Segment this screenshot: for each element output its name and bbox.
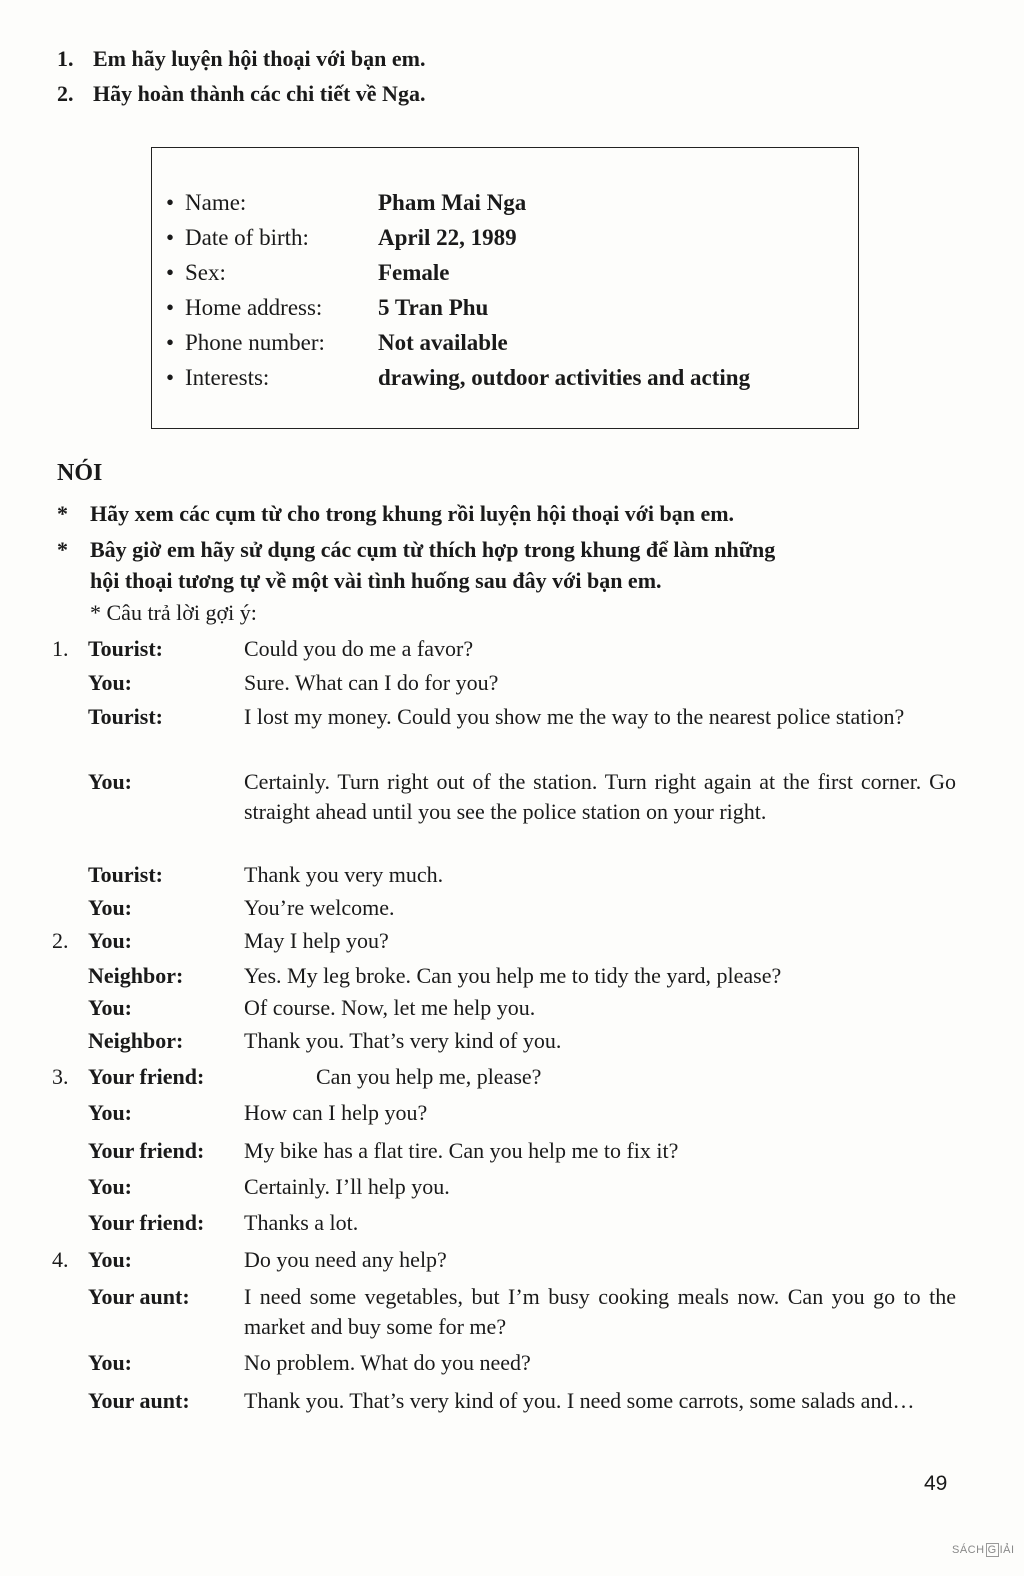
bullet-icon: • [166,190,175,215]
suggested-answer-label: * Câu trả lời gợi ý: [90,600,257,625]
speaker-label: You: [88,1247,133,1272]
asterisk-icon: * [57,537,68,562]
dialogue-text: Can you help me, please? [316,1064,542,1089]
dialogue-text: Thank you. That’s very kind of you. I need some carrots, some salads and… [244,1388,915,1413]
dialogue-number: 3. [52,1064,69,1089]
speaker-label: Neighbor: [88,963,184,988]
watermark-logo [952,1543,1015,1557]
instruction-text: Hãy xem các cụm từ cho trong khung rồi luyện hội thoại với bạn em. [90,501,735,526]
dialogue-text: You’re welcome. [244,895,395,920]
task-number: 2. [57,81,74,106]
info-row-sex [166,255,450,290]
bullet-icon: • [166,330,175,355]
info-label: Phone number: [185,330,325,355]
info-row-home-address [166,290,488,325]
info-row-date-of-birth [166,220,517,255]
speaker-label: Your aunt: [88,1388,190,1413]
dialogue-text: Certainly. I’ll help you. [244,1174,450,1199]
bullet-icon: • [166,225,175,250]
section-heading: NÓI [57,460,103,486]
dialogue-text: Thank you. That’s very kind of you. [244,1028,562,1053]
dialogue-number: 4. [52,1247,69,1272]
dialogue-text: Sure. What can I do for you? [244,670,499,695]
dialogue-text: Thank you very much. [244,862,444,887]
speaker-label: Your friend: [88,1138,205,1163]
info-value: April 22, 1989 [378,225,517,250]
dialogue-text: Could you do me a favor? [244,636,474,661]
speaker-label: Tourist: [88,862,163,887]
info-label: Name: [185,190,247,215]
dialogue-text: Yes. My leg broke. Can you help me to tidy the yard, please? [244,963,782,988]
info-row-name [166,185,526,220]
dialogue-text: Do you need any help? [244,1247,447,1272]
speaker-label: You: [88,928,133,953]
task-number: 1. [57,46,74,71]
info-row-phone-number [166,325,508,360]
dialogue-text: I lost my money. Could you show me the way to the nearest police station? [244,704,905,729]
speaker-label: You: [88,769,133,794]
speaker-label: Your friend: [88,1210,205,1235]
instruction-text: Bây giờ em hãy sử dụng các cụm từ thích hợp trong khung để làm những [90,537,776,562]
info-label: Home address: [185,295,323,320]
instruction-1 [57,498,734,529]
dialogue-text: My bike has a flat tire. Can you help me to fix it? [244,1138,679,1163]
speaker-label: You: [88,1174,133,1199]
watermark-text: SÁCH [952,1544,985,1556]
watermark-box: G [987,1544,997,1556]
dialogue-number: 1. [52,636,69,661]
speaker-label: You: [88,1100,133,1125]
info-value: 5 Tran Phu [378,295,489,320]
info-label: Sex: [185,260,226,285]
dialogue-text: May I help you? [244,928,389,953]
speaker-label: You: [88,1350,133,1375]
dialogue-number: 2. [52,928,69,953]
task-1 [57,44,425,74]
bullet-icon: • [166,365,175,390]
task-2 [57,79,425,109]
bullet-icon: • [166,260,175,285]
info-label: Interests: [185,365,270,390]
info-value: Pham Mai Nga [378,190,527,215]
info-label: Date of birth: [185,225,309,250]
dialogue-text: Certainly. Turn right out of the station. Turn right again at the first corner. Go straight ahead until you see the police station on your right. [244,769,956,824]
dialogue-text: Thanks a lot. [244,1210,359,1235]
dialogue-text: No problem. What do you need? [244,1350,531,1375]
watermark-text: IẢI [999,1544,1015,1556]
task-text: Hãy hoàn thành các chi tiết về Nga. [93,81,426,106]
info-row-interests [166,360,750,395]
info-value: drawing, outdoor activities and acting [378,365,751,390]
speaker-label: You: [88,995,133,1020]
speaker-label: You: [88,895,133,920]
personal-info-box [151,147,859,429]
info-value: Not available [378,330,508,355]
dialogue-text: How can I help you? [244,1100,428,1125]
info-value: Female [378,260,450,285]
speaker-label: Tourist: [88,636,163,661]
speaker-label: Neighbor: [88,1028,184,1053]
dialogue-text: Of course. Now, let me help you. [244,995,536,1020]
instruction-2-continued: hội thoại tương tự về một vài tình huống sau đây với bạn em. [90,568,662,593]
asterisk-icon: * [57,501,68,526]
dialogue-text: I need some vegetables, but I’m busy cooking meals now. Can you go to the market and buy some for me? [244,1284,956,1339]
speaker-label: Your aunt: [88,1284,190,1309]
speaker-label: Your friend: [88,1064,205,1089]
speaker-label: You: [88,670,133,695]
page-number: 49 [924,1472,948,1495]
bullet-icon: • [166,295,175,320]
speaker-label: Tourist: [88,704,163,729]
instruction-2 [57,534,775,565]
task-text: Em hãy luyện hội thoại với bạn em. [93,46,426,71]
